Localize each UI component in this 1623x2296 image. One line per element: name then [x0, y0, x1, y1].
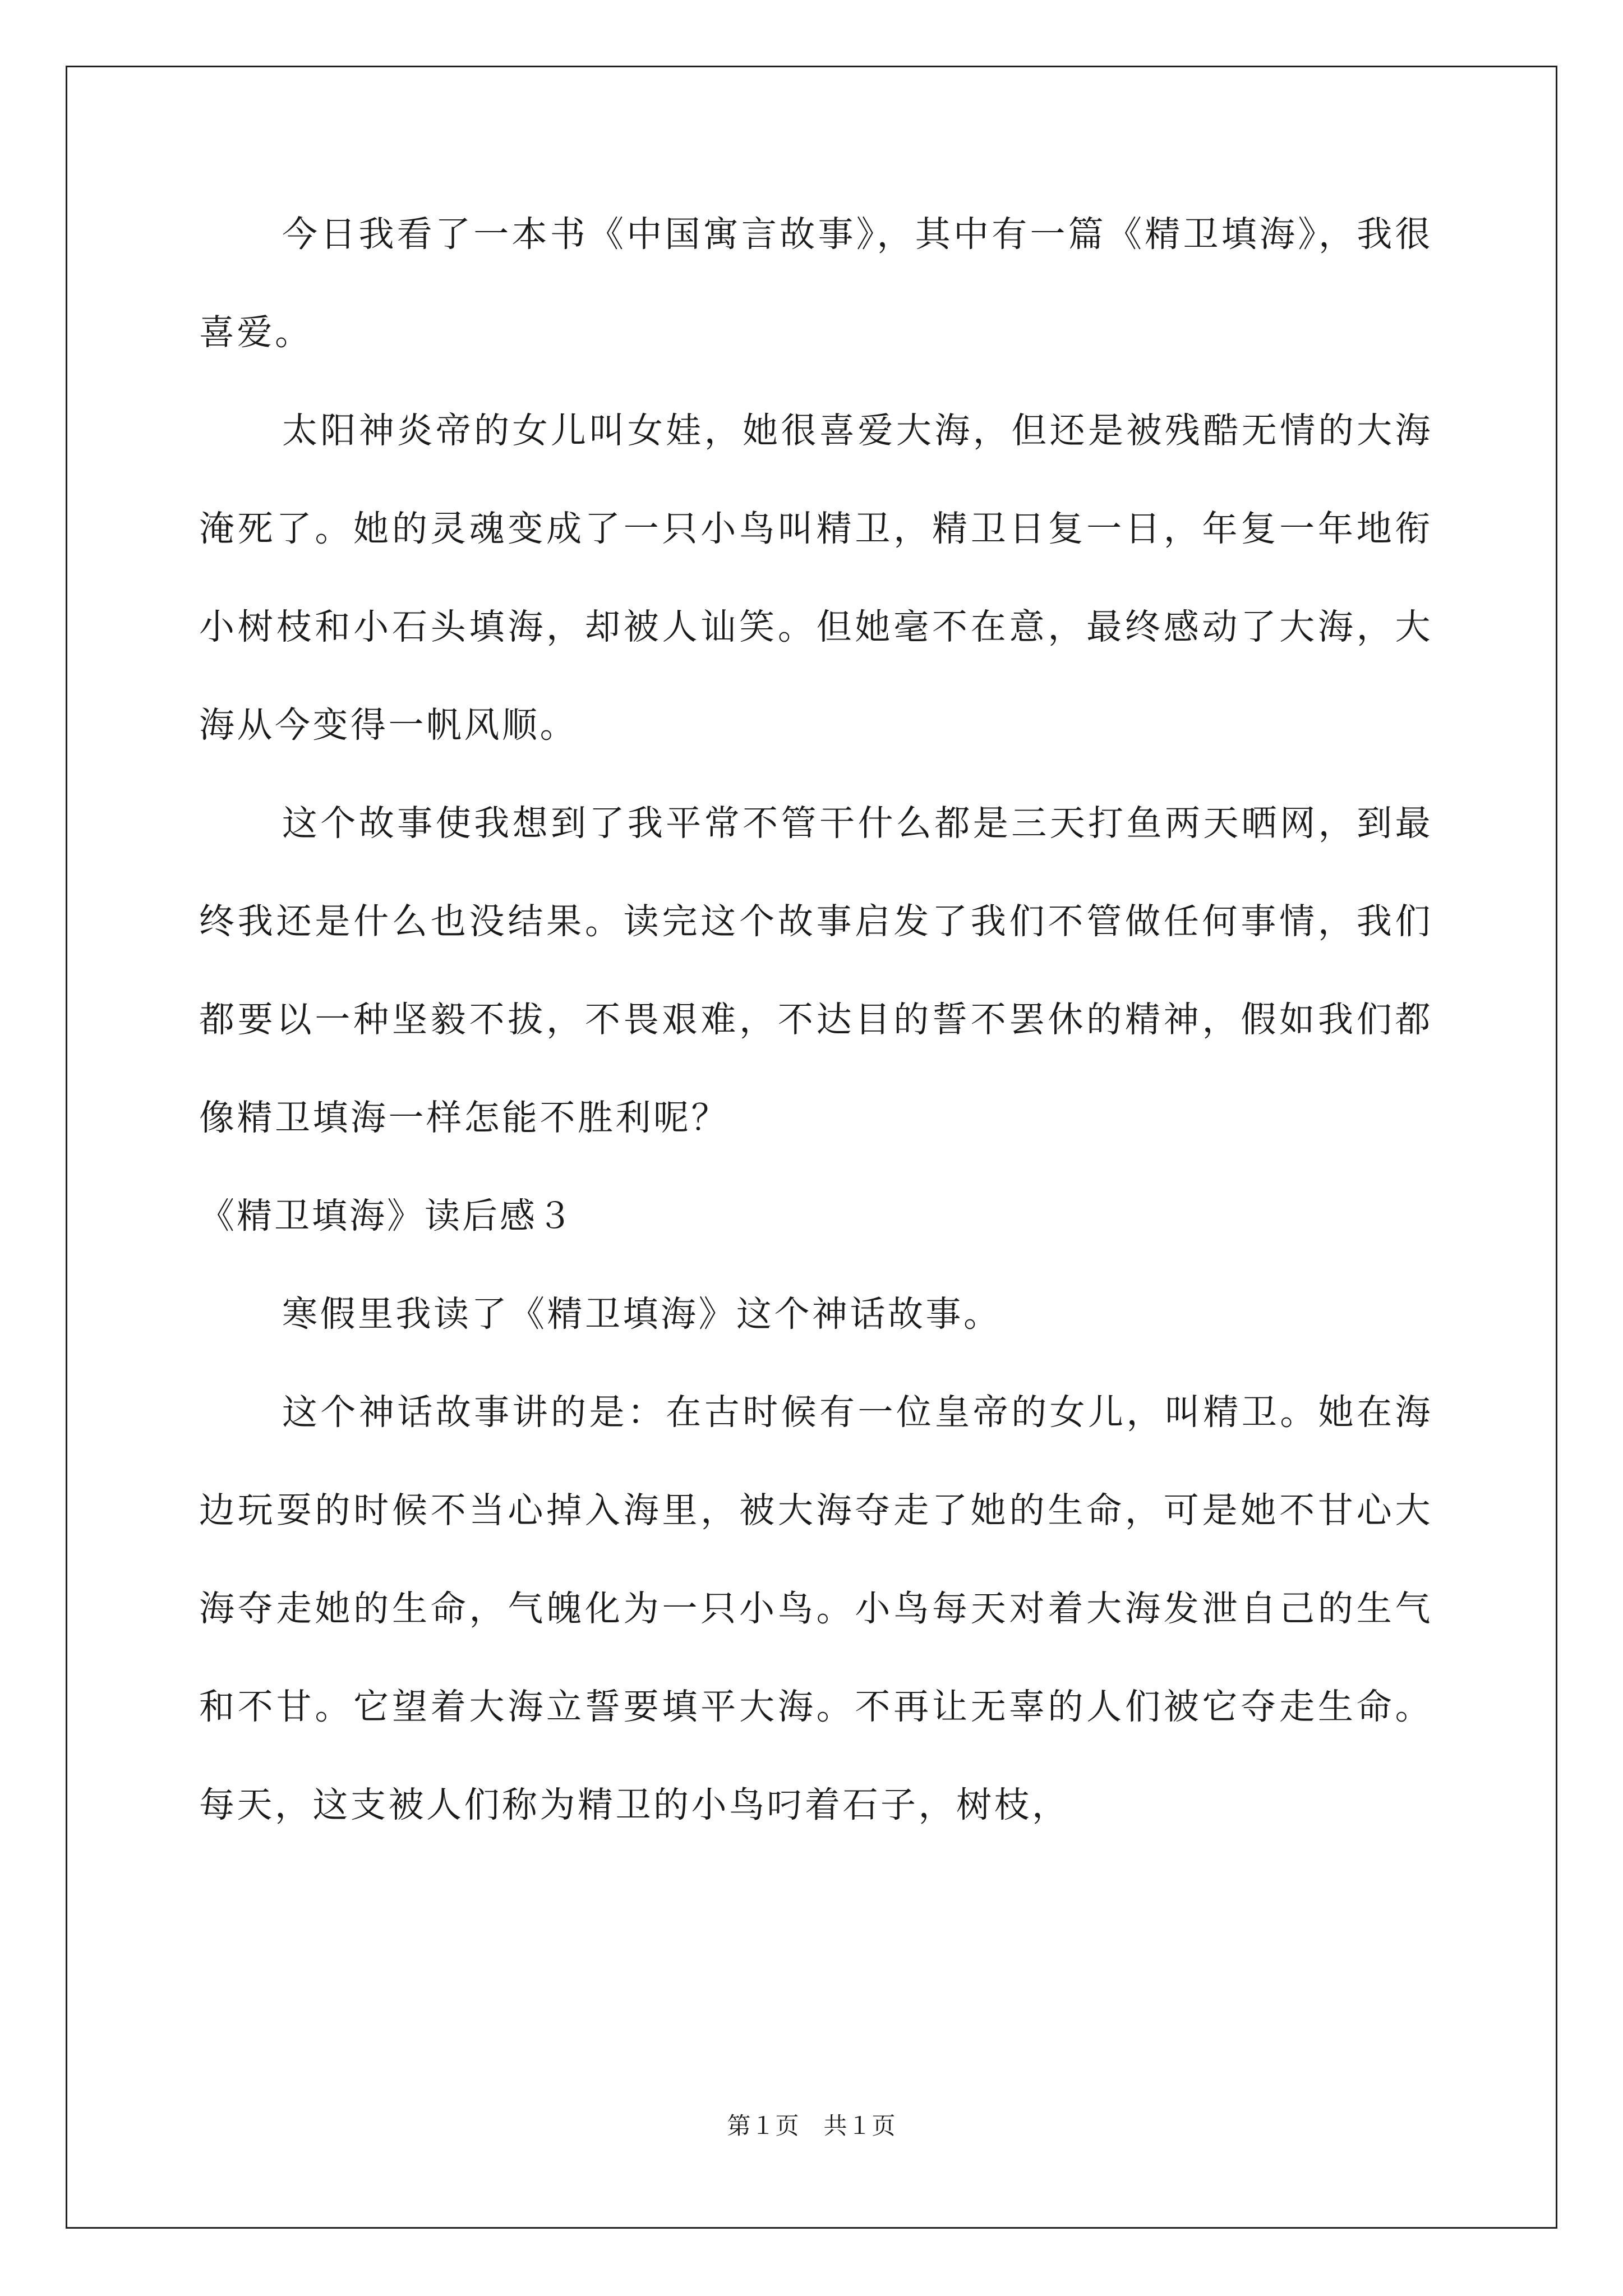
paragraph: 寒假里我读了《精卫填海》这个神话故事。	[282, 1294, 1002, 1335]
page-footer: 第１页 共１页	[727, 2112, 896, 2139]
section-heading: 《精卫填海》读后感３	[199, 1195, 575, 1236]
paragraph: 今日我看了一本书《中国寓言故事》，其中有一篇《精卫填海》，我很喜爱。	[199, 214, 1433, 353]
paragraph: 太阳神炎帝的女儿叫女娃，她很喜爱大海，但还是被残酷无情的大海淹死了。她的灵魂变成了一只小鸟叫精卫，精卫日复一日，年复一年地衔小树枝和小石头填海，却被人讪笑。但她毫不在意，最终感动了大海，大海从今变得一帆风顺。	[199, 410, 1433, 746]
paragraph: 这个神话故事讲的是：在古时候有一位皇帝的女儿，叫精卫。她在海边玩耍的时候不当心掉入海里，被大海夺走了她的生命，可是她不甘心大海夺走她的生命，气魄化为一只小鸟。小鸟每天对着大海发泄自己的生气和不甘。它望着大海立誓要填平大海。不再让无辜的人们被它夺走生命。每天，这支被人们称为精卫的小鸟叼着石子，树枝，	[199, 1392, 1433, 1825]
paragraph: 这个故事使我想到了我平常不管干什么都是三天打鱼两天晒网，到最终我还是什么也没结果。读完这个故事启发了我们不管做任何事情，我们都要以一种坚毅不拔，不畏艰难，不达目的誓不罢休的精神，假如我们都像精卫填海一样怎能不胜利呢？	[199, 803, 1433, 1138]
document-body	[199, 185, 1433, 1854]
